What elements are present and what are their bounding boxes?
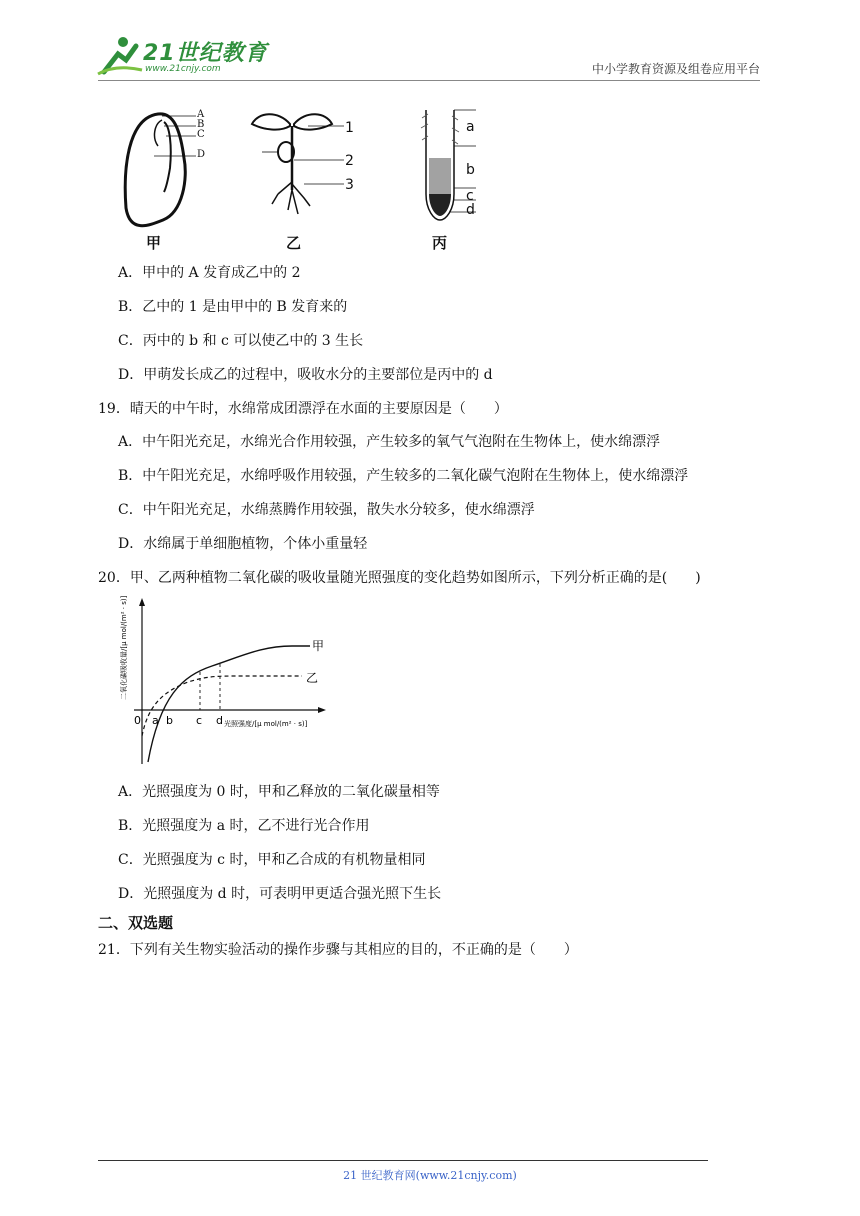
- q20-chart: [112, 596, 342, 766]
- bing-label-d: d: [466, 202, 475, 218]
- figure-yi-seedling: [248, 104, 344, 226]
- jia-caption: 甲: [146, 234, 162, 252]
- q19-option-c: C．中午阳光充足，水绵蒸腾作用较强，散失水分较多，使水绵漂浮: [118, 502, 535, 518]
- header-divider: [98, 80, 760, 81]
- chart-tick-d: d: [216, 714, 223, 727]
- chart-tick-b: b: [166, 714, 173, 727]
- yi-label-1: 1: [345, 120, 354, 136]
- logo-url: www.21cnjy.com: [145, 64, 221, 74]
- section-title: 二、双选题: [98, 914, 174, 932]
- yi-label-2: 2: [345, 153, 354, 169]
- bing-label-a: a: [466, 119, 475, 135]
- yi-caption: 乙: [286, 234, 302, 252]
- chart-x-arrow: [318, 707, 326, 713]
- q20-option-a: A．光照强度为 0 时，甲和乙释放的二氧化碳量相等: [118, 784, 440, 800]
- q18-option-a: A．甲中的 A 发育成乙中的 2: [118, 265, 301, 281]
- chart-legend-jia: 甲: [312, 639, 325, 653]
- jia-label-b: B: [197, 119, 205, 130]
- chart-origin: 0: [134, 714, 141, 727]
- chart-tick-a: a: [152, 714, 159, 727]
- footer-text: 21 世纪教育网(www.21cnjy.com): [343, 1169, 517, 1182]
- chart-x-label: 光照强度/[μ mol/(m² · s)]: [224, 720, 308, 728]
- q20-option-d: D．光照强度为 d 时，可表明甲更适合强光照下生长: [118, 886, 442, 902]
- chart-legend-yi: 乙: [306, 671, 319, 685]
- yi-label-3: 3: [345, 177, 354, 193]
- footer-divider: [98, 1160, 708, 1161]
- q20-option-c: C．光照强度为 c 时，甲和乙合成的有机物量相同: [118, 852, 426, 868]
- q18-option-c: C．丙中的 b 和 c 可以使乙中的 3 生长: [118, 333, 364, 349]
- jia-label-c: C: [197, 129, 205, 140]
- bing-label-b: b: [466, 162, 475, 178]
- chart-series-jia: [148, 646, 310, 762]
- q19-option-a: A．中午阳光充足，水绵光合作用较强，产生较多的氧气气泡附在生物体上，使水绵漂浮: [118, 434, 661, 450]
- q19-option-d: D．水绵属于单细胞植物，个体小重量轻: [118, 536, 368, 552]
- q20-option-b: B．光照强度为 a 时，乙不进行光合作用: [118, 818, 370, 834]
- q18-option-d: D．甲萌发长成乙的过程中，吸收水分的主要部位是丙中的 d: [118, 367, 493, 383]
- bing-label-c: c: [466, 188, 474, 204]
- chart-y-arrow: [139, 598, 145, 606]
- logo-text: 21世纪教育: [143, 41, 268, 66]
- header-platform-text: 中小学教育资源及组卷应用平台: [591, 62, 760, 76]
- chart-y-label: 二氧化碳吸收量/[μ mol/(m² · s)]: [120, 596, 128, 700]
- q20-stem: 20．甲、乙两种植物二氧化碳的吸收量随光照强度的变化趋势如图所示，下列分析正确的是( ): [98, 570, 701, 586]
- q21-stem: 21．下列有关生物实验活动的操作步骤与其相应的目的，不正确的是（ ）: [98, 942, 578, 958]
- jia-label-a: A: [197, 109, 205, 120]
- jia-label-d: D: [197, 149, 206, 160]
- chart-tick-c: c: [196, 714, 203, 727]
- q19-stem: 19．晴天的中午时，水绵常成团漂浮在水面的主要原因是（ ）: [98, 401, 508, 417]
- bing-caption: 丙: [432, 234, 448, 252]
- q19-option-b: B．中午阳光充足，水绵呼吸作用较强，产生较多的二氧化碳气泡附在生物体上，使水绵漂浮: [118, 468, 689, 484]
- q18-option-b: B．乙中的 1 是由甲中的 B 发育来的: [118, 299, 348, 315]
